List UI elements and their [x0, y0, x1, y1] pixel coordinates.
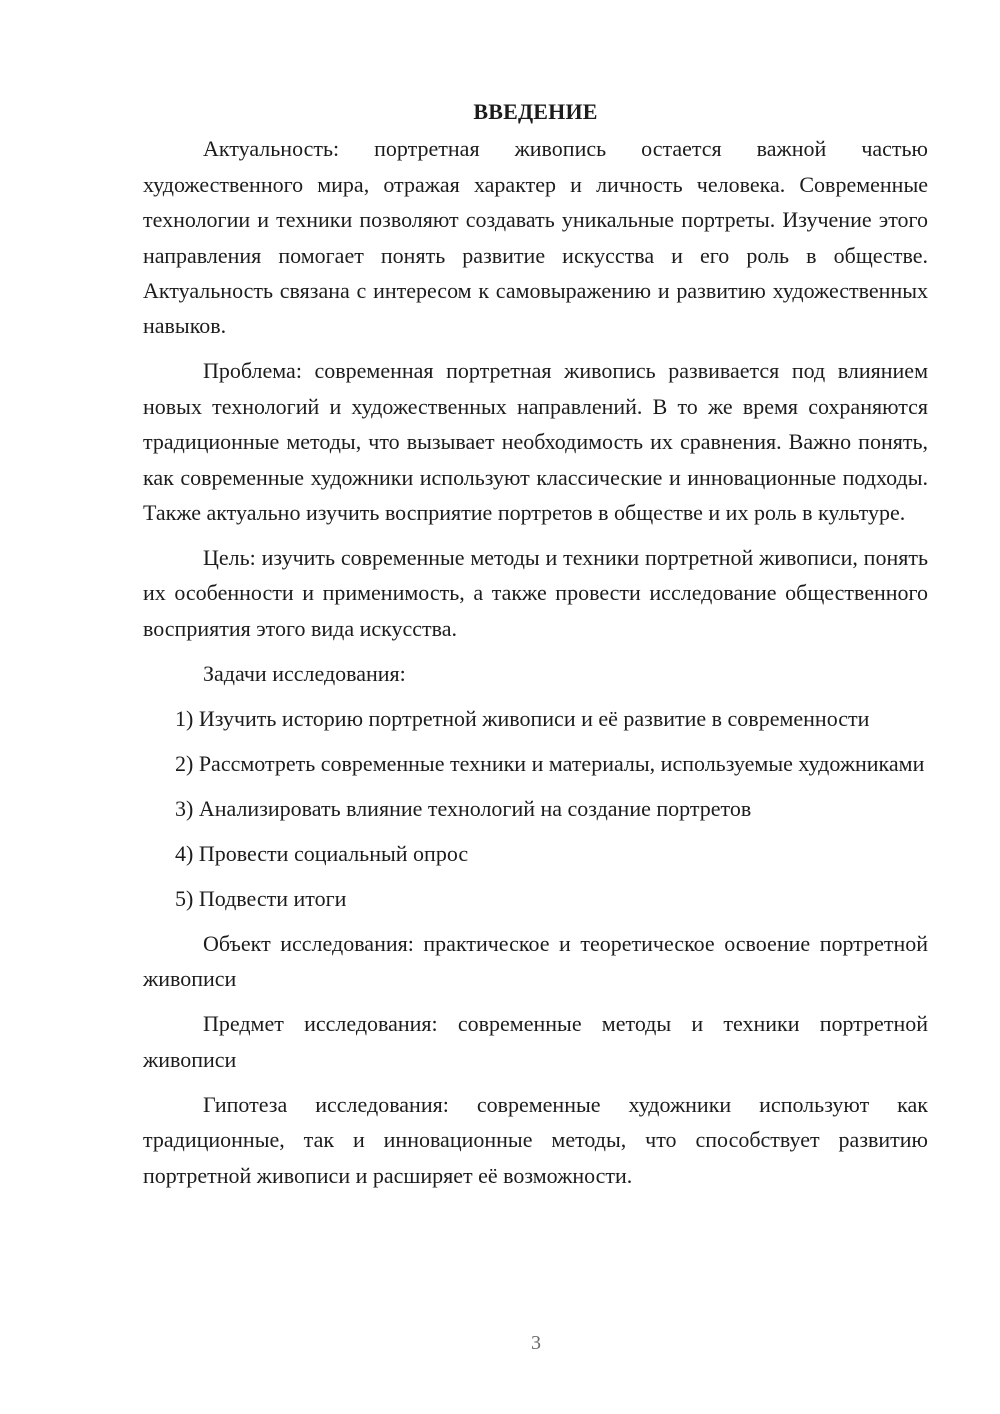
task-item: 4) Провести социальный опрос	[175, 840, 469, 866]
paragraph-object: Объект исследования: практическое и теоретическое освоение портретной живописи	[143, 930, 928, 992]
task-item: 1) Изучить историю портретной живописи и её развитие в современности	[175, 705, 870, 731]
task-item: 3) Анализировать влияние технологий на создание портретов	[175, 795, 752, 821]
task-item: 5) Подвести итоги	[175, 885, 347, 911]
section-title: ВВЕДЕНИЕ	[473, 99, 598, 124]
paragraph-goal: Цель: изучить современные методы и техники портретной живописи, понять их особенности и применимость, а также провести исследование общественного восприятия этого вида искусства.	[143, 545, 928, 641]
page-number: 3	[531, 1332, 541, 1354]
paragraph-relevance: Актуальность: портретная живопись остается важной частью художественного мира, отражая характер и личность человека. Современные технологии и техники позволяют создавать уникальные портреты. Изучение этого направления помогает понять развитие искусства и его роль в обществе. Актуальность связана с интересом к самовыражению и развитию художественных навыков.	[143, 136, 928, 339]
paragraph-hypothesis: Гипотеза исследования: современные художники используют как традиционные, так и инновационные методы, что способствует развитию портретной живописи и расширяет её возможности.	[143, 1091, 928, 1188]
paragraph-subject: Предмет исследования: современные методы и техники портретной живописи	[143, 1011, 928, 1072]
paragraph-problem: Проблема: современная портретная живопись развивается под влиянием новых технологий и художественных направлений. В то же время сохраняются традиционные методы, что вызывает необходимость их сравнения. Важно понять, как современные художники используют классические и инновационные подходы. Также актуально изучить восприятие портретов в обществе и их роль в культуре.	[143, 358, 928, 526]
tasks-heading: Задачи исследования:	[203, 660, 406, 686]
page-content	[143, 94, 928, 1203]
task-item: 2) Рассмотреть современные техники и материалы, используемые художниками	[175, 750, 925, 776]
